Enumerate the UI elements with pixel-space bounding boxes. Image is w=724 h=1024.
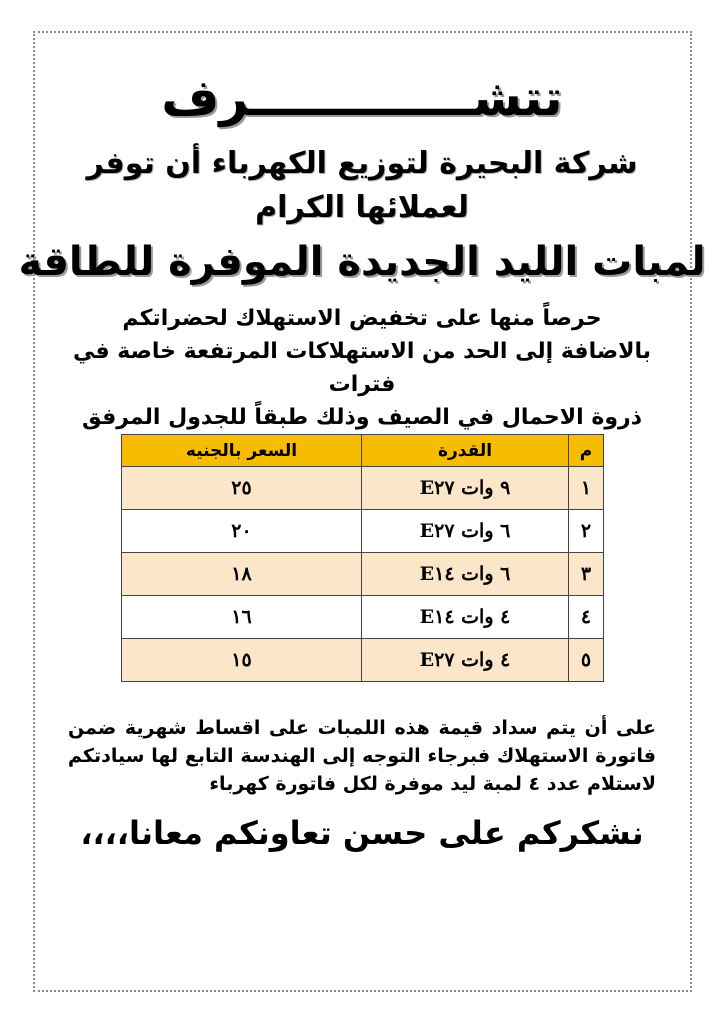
page-title: تتشـــــــــــــرف <box>161 69 563 127</box>
table-row <box>122 467 604 510</box>
cell-power: ٤ وات E١٤ <box>362 596 569 639</box>
table-row <box>122 553 604 596</box>
cell-num: ٣ <box>569 553 604 596</box>
cell-price: ١٨ <box>122 553 362 596</box>
cell-num: ٢ <box>569 510 604 553</box>
outro-paragraph <box>68 714 656 798</box>
table-row <box>122 510 604 553</box>
cell-power: ٩ وات E٢٧ <box>362 467 569 510</box>
cell-num: ٤ <box>569 596 604 639</box>
outro-line: على أن يتم سداد قيمة هذه اللمبات على اقساط شهرية ضمن <box>68 717 656 739</box>
table-header-row <box>122 435 604 467</box>
intro-line: ذروة الاحمال في الصيف وذلك طبقاً للجدول المرفق <box>82 405 642 430</box>
thanks-line: نشكركم على حسن تعاونكم معانا،،،، <box>80 814 644 852</box>
cell-price: ١٥ <box>122 639 362 682</box>
intro-line: حرصاً منها على تخفيض الاستهلاك لحضراتكم <box>122 306 602 331</box>
outro-line: لاستلام عدد ٤ لمبة ليد موفرة لكل فاتورة كهرباء <box>209 773 656 795</box>
header-num: م <box>569 435 604 467</box>
header-price: السعر بالجنيه <box>122 435 362 467</box>
cell-price: ٢٥ <box>122 467 362 510</box>
headline: لمبات الليد الجديدة الموفرة للطاقة <box>18 239 706 285</box>
header-power: القدرة <box>362 435 569 467</box>
subtitle: شركة البحيرة لتوزيع الكهرباء أن توفر لعملائها الكرام <box>86 146 638 225</box>
cell-num: ٥ <box>569 639 604 682</box>
intro-paragraph <box>60 302 664 434</box>
price-table <box>121 434 604 682</box>
cell-price: ١٦ <box>122 596 362 639</box>
intro-line: بالاضافة إلى الحد من الاستهلاكات المرتفعة خاصة في فترات <box>72 339 652 397</box>
cell-price: ٢٠ <box>122 510 362 553</box>
cell-power: ٦ وات E١٤ <box>362 553 569 596</box>
cell-power: ٤ وات E٢٧ <box>362 639 569 682</box>
table-row <box>122 596 604 639</box>
cell-power: ٦ وات E٢٧ <box>362 510 569 553</box>
table-row <box>122 639 604 682</box>
cell-num: ١ <box>569 467 604 510</box>
outro-line: فاتورة الاستهلاك فبرجاء التوجه إلى الهندسة التابع لها سيادتكم <box>68 745 656 767</box>
